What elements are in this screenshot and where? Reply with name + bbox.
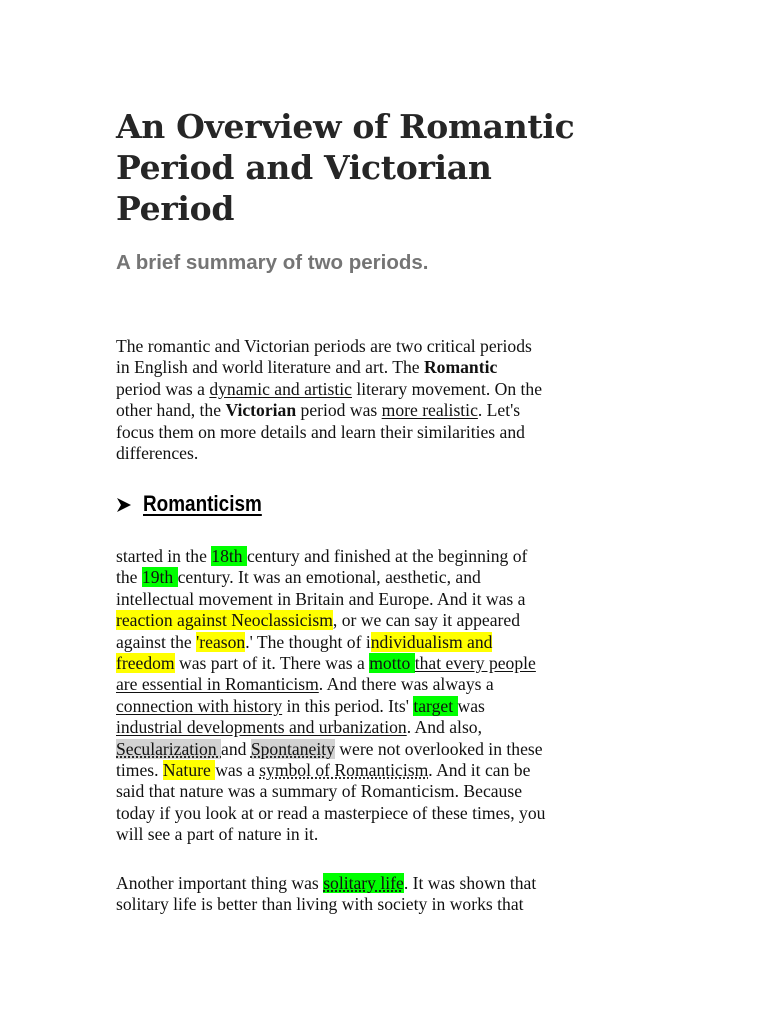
text-run: literary movement. On the: [351, 378, 543, 399]
underlined-text: connection with history: [116, 695, 283, 716]
text-run: was: [457, 695, 485, 716]
text-run: in this period. Its': [282, 695, 414, 716]
text-run: century and finished at the beginning of: [246, 546, 528, 566]
bold-romantic: Romantic: [423, 357, 498, 378]
text-line: [116, 739, 676, 760]
text-line: solitary life is better than living with society in works that: [116, 894, 524, 915]
text-run: period was a: [116, 378, 210, 399]
text-run: against the: [116, 631, 197, 652]
section-heading-text: Romanticism: [143, 491, 262, 516]
highlight-green: target: [413, 695, 458, 716]
highlight-gray: Spontaneity: [250, 738, 335, 759]
underlined-text: more realistic: [381, 400, 478, 421]
romanticism-paragraph: [116, 546, 676, 846]
text-run: century. It was an emotional, aesthetic, and: [177, 567, 481, 588]
arrowhead-bullet-icon: [116, 497, 132, 513]
underlined-text: symbol of Romanticism: [259, 760, 429, 781]
text-line: [116, 873, 676, 894]
text-line: [116, 674, 676, 695]
text-line: focus them on more details and learn their similarities and: [116, 421, 525, 442]
text-run: . Let's: [477, 400, 521, 421]
solitary-life-paragraph: [116, 873, 676, 916]
highlight-yellow: freedom: [116, 653, 175, 674]
text-line: intellectual movement in Britain and Europe. And it was a: [116, 588, 526, 609]
text-line: [116, 379, 676, 400]
text-line: said that nature was a summary of Romanticism. Because: [116, 781, 523, 802]
highlight-green: motto: [369, 653, 415, 674]
text-run: were not overlooked in these: [334, 738, 543, 759]
page-subtitle: A brief summary of two periods.: [116, 251, 429, 274]
text-run: was part of it. There was a: [174, 653, 370, 674]
text-line: [116, 400, 676, 421]
text-line: [116, 632, 676, 653]
highlight-yellow: reaction against Neoclassicism: [116, 610, 333, 631]
intro-paragraph: [116, 336, 676, 464]
text-line: [116, 760, 676, 781]
text-line: [116, 610, 676, 631]
underlined-text: are essential in Romanticism: [116, 674, 319, 695]
highlight-yellow: Nature: [162, 760, 216, 781]
text-run: . And it can be: [428, 760, 531, 781]
text-run: . And there was always a: [318, 674, 494, 695]
highlight-green: solitary life: [323, 873, 404, 893]
text-line: [116, 357, 676, 378]
underlined-text: dynamic and artistic: [209, 378, 352, 399]
underlined-text: that every people: [414, 653, 536, 674]
text-run: period was: [296, 400, 382, 421]
text-line: today if you look at or read a masterpiece of these times, you: [116, 802, 546, 823]
section-heading-romanticism: [116, 490, 281, 518]
text-line: differences.: [116, 443, 199, 464]
text-run: times.: [116, 760, 163, 781]
text-line: [116, 717, 676, 738]
text-run: Another important thing was: [116, 873, 324, 893]
text-run: .' The thought of i: [245, 631, 371, 652]
text-run: . It was shown that: [403, 873, 537, 893]
highlight-green: 19th: [141, 567, 178, 588]
text-run: . And also,: [406, 717, 482, 738]
page-title: [116, 106, 676, 229]
title-line: An Overview of Romantic: [116, 107, 575, 146]
bold-victorian: Victorian: [225, 400, 297, 421]
text-run: the: [116, 567, 142, 588]
text-line: [116, 567, 676, 588]
highlight-yellow: ndividualism and: [370, 631, 493, 652]
text-line: [116, 653, 676, 674]
text-run: other hand, the: [116, 400, 226, 421]
text-line: [116, 696, 676, 717]
text-run: was a: [215, 760, 260, 781]
underlined-text: industrial developments and urbanization: [116, 717, 407, 738]
text-run: , or we can say it appeared: [332, 610, 521, 631]
text-run: started in the: [116, 546, 212, 566]
text-run: in English and world literature and art. The: [116, 357, 424, 378]
highlight-gray: Secularization: [116, 738, 222, 759]
highlight-green: 18th: [211, 546, 247, 566]
text-line: [116, 546, 676, 567]
title-line: Period and Victorian: [116, 148, 492, 187]
text-line: The romantic and Victorian periods are two critical periods: [116, 336, 532, 356]
text-run: and: [221, 738, 251, 759]
title-line: Period: [116, 189, 235, 228]
highlight-yellow: 'reason: [196, 631, 246, 652]
text-line: will see a part of nature in it.: [116, 824, 319, 845]
